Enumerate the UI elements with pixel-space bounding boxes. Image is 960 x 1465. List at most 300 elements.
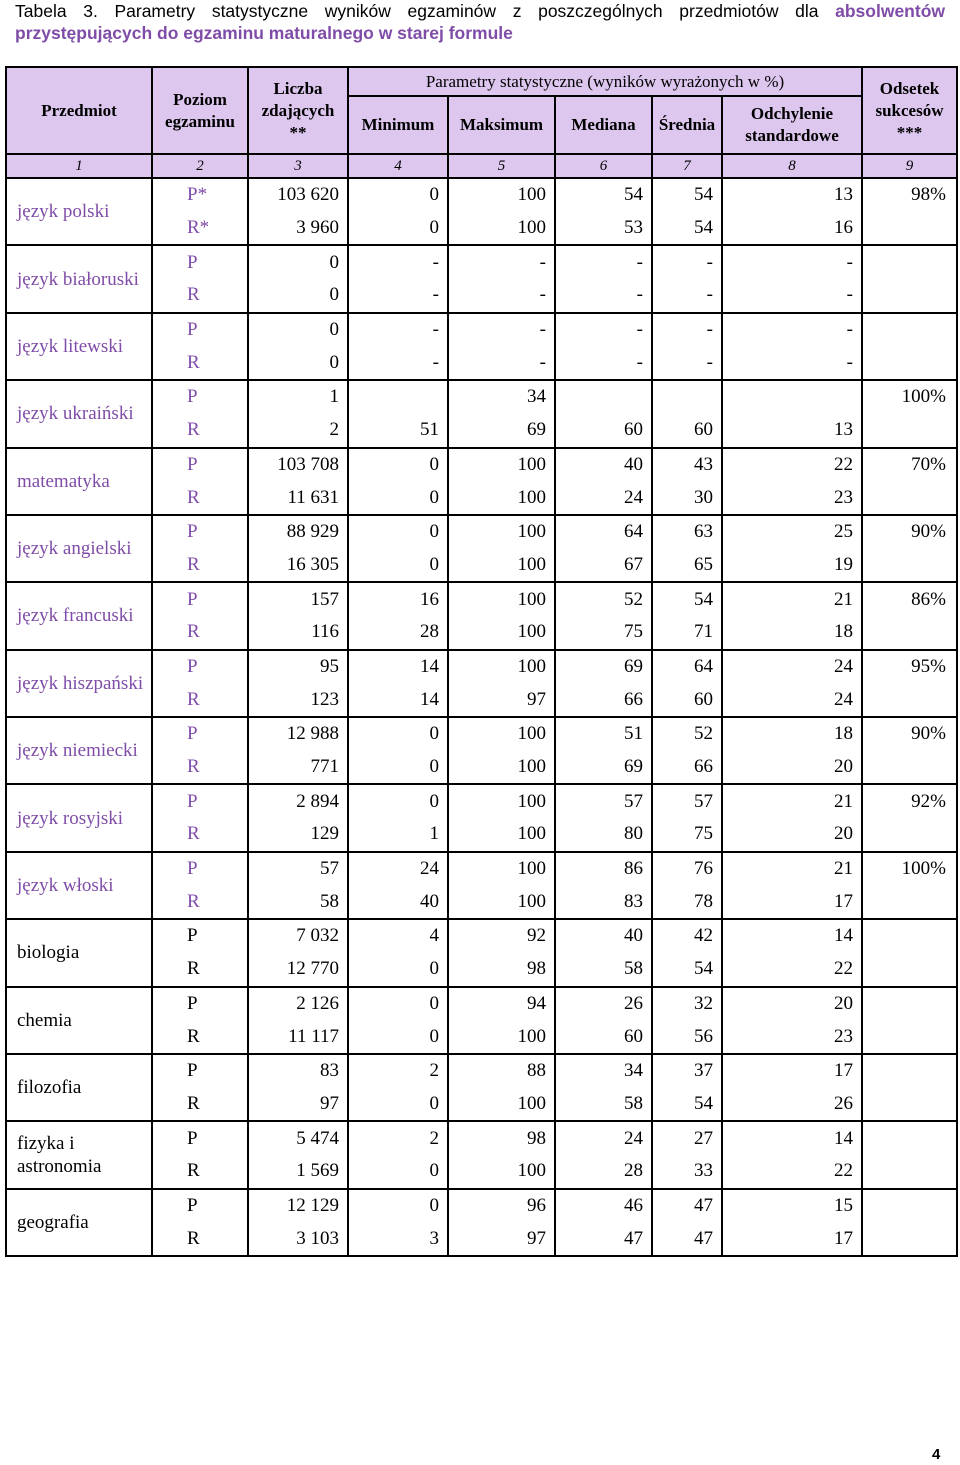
cell-odchylenie: 22 bbox=[722, 953, 862, 987]
subject-name: język litewski bbox=[6, 313, 152, 380]
header-srednia: Średnia bbox=[652, 96, 722, 154]
cell-count: 2 bbox=[248, 414, 348, 448]
table-row bbox=[6, 313, 957, 347]
cell-odchylenie: 13 bbox=[722, 178, 862, 212]
cell-maksimum: 92 bbox=[448, 919, 555, 953]
cell-minimum: 0 bbox=[348, 751, 448, 785]
cell-odchylenie: 17 bbox=[722, 1222, 862, 1256]
cell-level: R bbox=[152, 953, 248, 987]
cell-count: 0 bbox=[248, 279, 348, 313]
cell-minimum: 28 bbox=[348, 616, 448, 650]
cell-mediana: 83 bbox=[555, 885, 652, 919]
cell-minimum: 0 bbox=[348, 1155, 448, 1189]
cell-odchylenie: 17 bbox=[722, 1054, 862, 1088]
cell-mediana: 60 bbox=[555, 414, 652, 448]
cell-odsetek bbox=[862, 313, 957, 347]
cell-maksimum: 100 bbox=[448, 549, 555, 583]
cell-count: 58 bbox=[248, 885, 348, 919]
cell-odchylenie: 13 bbox=[722, 414, 862, 448]
cell-count: 12 129 bbox=[248, 1189, 348, 1223]
cell-level: P bbox=[152, 987, 248, 1021]
cell-odsetek bbox=[862, 1189, 957, 1223]
cell-level: R bbox=[152, 1222, 248, 1256]
cell-srednia: 42 bbox=[652, 919, 722, 953]
table-caption bbox=[15, 0, 945, 44]
cell-srednia: 47 bbox=[652, 1189, 722, 1223]
cell-maksimum: 98 bbox=[448, 1121, 555, 1155]
cell-maksimum: 100 bbox=[448, 178, 555, 212]
statistics-table bbox=[5, 66, 958, 1257]
cell-srednia: 63 bbox=[652, 515, 722, 549]
subject-name: język włoski bbox=[6, 852, 152, 919]
cell-level: P bbox=[152, 650, 248, 684]
cell-maksimum: 96 bbox=[448, 1189, 555, 1223]
cell-odsetek: 100% bbox=[862, 852, 957, 886]
cell-mediana: 54 bbox=[555, 178, 652, 212]
cell-minimum: 2 bbox=[348, 1121, 448, 1155]
cell-minimum: 51 bbox=[348, 414, 448, 448]
cell-odsetek bbox=[862, 414, 957, 448]
cell-level: P bbox=[152, 784, 248, 818]
cell-odsetek: 90% bbox=[862, 717, 957, 751]
cell-count: 57 bbox=[248, 852, 348, 886]
cell-srednia: 75 bbox=[652, 818, 722, 852]
cell-level: R bbox=[152, 1155, 248, 1189]
cell-odchylenie: 20 bbox=[722, 818, 862, 852]
cell-level: R bbox=[152, 414, 248, 448]
cell-level: P bbox=[152, 1189, 248, 1223]
cell-odsetek bbox=[862, 818, 957, 852]
cell-odsetek bbox=[862, 1155, 957, 1189]
cell-count: 7 032 bbox=[248, 919, 348, 953]
cell-mediana bbox=[555, 380, 652, 414]
cell-srednia: 54 bbox=[652, 212, 722, 246]
cell-mediana: 24 bbox=[555, 481, 652, 515]
cell-odchylenie: 21 bbox=[722, 784, 862, 818]
cell-count: 95 bbox=[248, 650, 348, 684]
cell-odchylenie: 14 bbox=[722, 919, 862, 953]
cell-odchylenie: - bbox=[722, 346, 862, 380]
cell-srednia: 60 bbox=[652, 683, 722, 717]
cell-srednia: 43 bbox=[652, 448, 722, 482]
cell-level: R bbox=[152, 1020, 248, 1054]
cell-odsetek bbox=[862, 953, 957, 987]
cell-odsetek bbox=[862, 1088, 957, 1122]
column-index: 1 bbox=[6, 154, 152, 178]
cell-odchylenie: 20 bbox=[722, 751, 862, 785]
column-index: 2 bbox=[152, 154, 248, 178]
cell-level: R bbox=[152, 885, 248, 919]
cell-srednia: 54 bbox=[652, 953, 722, 987]
cell-odchylenie: - bbox=[722, 245, 862, 279]
table-row bbox=[6, 852, 957, 886]
subject-name: fizyka i astronomia bbox=[6, 1121, 152, 1188]
cell-count: 103 620 bbox=[248, 178, 348, 212]
cell-odsetek: 98% bbox=[862, 178, 957, 212]
subject-name: matematyka bbox=[6, 448, 152, 515]
cell-odchylenie bbox=[722, 380, 862, 414]
cell-minimum: 0 bbox=[348, 1189, 448, 1223]
cell-mediana: 40 bbox=[555, 919, 652, 953]
table-row bbox=[6, 717, 957, 751]
cell-count: 97 bbox=[248, 1088, 348, 1122]
subject-name: geografia bbox=[6, 1189, 152, 1256]
cell-odsetek: 100% bbox=[862, 380, 957, 414]
cell-srednia: 54 bbox=[652, 1088, 722, 1122]
cell-level: R bbox=[152, 346, 248, 380]
cell-mediana: - bbox=[555, 346, 652, 380]
cell-count: 12 988 bbox=[248, 717, 348, 751]
page-number: 4 bbox=[932, 1446, 941, 1463]
cell-minimum: 14 bbox=[348, 683, 448, 717]
table-row bbox=[6, 245, 957, 279]
cell-odsetek: 92% bbox=[862, 784, 957, 818]
cell-odsetek bbox=[862, 245, 957, 279]
cell-minimum: 0 bbox=[348, 953, 448, 987]
cell-maksimum: 100 bbox=[448, 481, 555, 515]
cell-mediana: 52 bbox=[555, 582, 652, 616]
cell-mediana: 53 bbox=[555, 212, 652, 246]
cell-mediana: 46 bbox=[555, 1189, 652, 1223]
header-mediana: Mediana bbox=[555, 96, 652, 154]
cell-srednia: - bbox=[652, 313, 722, 347]
cell-minimum: 0 bbox=[348, 178, 448, 212]
cell-odsetek bbox=[862, 919, 957, 953]
cell-odchylenie: 18 bbox=[722, 616, 862, 650]
cell-maksimum: 34 bbox=[448, 380, 555, 414]
header-odchylenie: Odchylenie standardowe bbox=[722, 96, 862, 154]
cell-maksimum: 100 bbox=[448, 582, 555, 616]
table-row bbox=[6, 650, 957, 684]
column-index: 6 bbox=[555, 154, 652, 178]
cell-odchylenie: 14 bbox=[722, 1121, 862, 1155]
cell-srednia: 65 bbox=[652, 549, 722, 583]
table-row bbox=[6, 987, 957, 1021]
cell-minimum: 0 bbox=[348, 1020, 448, 1054]
cell-minimum: 0 bbox=[348, 212, 448, 246]
column-index: 3 bbox=[248, 154, 348, 178]
cell-count: 157 bbox=[248, 582, 348, 616]
cell-maksimum: 100 bbox=[448, 515, 555, 549]
subject-name: język polski bbox=[6, 178, 152, 245]
cell-count: 123 bbox=[248, 683, 348, 717]
header-liczba bbox=[248, 67, 348, 154]
cell-srednia: 64 bbox=[652, 650, 722, 684]
cell-level: P bbox=[152, 582, 248, 616]
cell-odsetek bbox=[862, 1121, 957, 1155]
cell-mediana: 51 bbox=[555, 717, 652, 751]
cell-level: R* bbox=[152, 212, 248, 246]
cell-count: 16 305 bbox=[248, 549, 348, 583]
cell-odchylenie: 16 bbox=[722, 212, 862, 246]
cell-odsetek: 86% bbox=[862, 582, 957, 616]
cell-count: 1 569 bbox=[248, 1155, 348, 1189]
header-liczba-mark: ** bbox=[289, 122, 307, 142]
table-row bbox=[6, 1054, 957, 1088]
cell-srednia bbox=[652, 380, 722, 414]
cell-srednia: 76 bbox=[652, 852, 722, 886]
cell-odchylenie: - bbox=[722, 313, 862, 347]
subject-name: biologia bbox=[6, 919, 152, 986]
cell-minimum: - bbox=[348, 245, 448, 279]
cell-mediana: 24 bbox=[555, 1121, 652, 1155]
cell-odsetek bbox=[862, 549, 957, 583]
cell-odsetek bbox=[862, 279, 957, 313]
cell-minimum: - bbox=[348, 313, 448, 347]
cell-level: P bbox=[152, 380, 248, 414]
cell-level: R bbox=[152, 481, 248, 515]
cell-mediana: 66 bbox=[555, 683, 652, 717]
cell-mediana: 40 bbox=[555, 448, 652, 482]
column-index: 8 bbox=[722, 154, 862, 178]
cell-mediana: 47 bbox=[555, 1222, 652, 1256]
cell-srednia: 56 bbox=[652, 1020, 722, 1054]
cell-srednia: 54 bbox=[652, 178, 722, 212]
cell-level: P bbox=[152, 852, 248, 886]
cell-odchylenie: 22 bbox=[722, 448, 862, 482]
cell-count: 2 894 bbox=[248, 784, 348, 818]
cell-maksimum: 69 bbox=[448, 414, 555, 448]
cell-maksimum: 100 bbox=[448, 448, 555, 482]
cell-maksimum: 88 bbox=[448, 1054, 555, 1088]
cell-maksimum: 97 bbox=[448, 683, 555, 717]
table-row bbox=[6, 582, 957, 616]
cell-odchylenie: - bbox=[722, 279, 862, 313]
cell-minimum: 0 bbox=[348, 448, 448, 482]
header-przedmiot: Przedmiot bbox=[6, 67, 152, 154]
cell-maksimum: 100 bbox=[448, 784, 555, 818]
header-odsetek bbox=[862, 67, 957, 154]
cell-mediana: 57 bbox=[555, 784, 652, 818]
cell-srednia: 33 bbox=[652, 1155, 722, 1189]
cell-count: 12 770 bbox=[248, 953, 348, 987]
column-index: 4 bbox=[348, 154, 448, 178]
cell-minimum: 0 bbox=[348, 1088, 448, 1122]
cell-mediana: 64 bbox=[555, 515, 652, 549]
cell-count: 3 960 bbox=[248, 212, 348, 246]
subject-name: język hiszpański bbox=[6, 650, 152, 717]
cell-minimum: 3 bbox=[348, 1222, 448, 1256]
cell-srednia: 60 bbox=[652, 414, 722, 448]
cell-minimum: 0 bbox=[348, 515, 448, 549]
cell-minimum: 2 bbox=[348, 1054, 448, 1088]
cell-minimum: 16 bbox=[348, 582, 448, 616]
cell-odsetek: 90% bbox=[862, 515, 957, 549]
cell-srednia: 30 bbox=[652, 481, 722, 515]
cell-level: R bbox=[152, 279, 248, 313]
cell-mediana: - bbox=[555, 245, 652, 279]
cell-maksimum: 100 bbox=[448, 717, 555, 751]
table-row bbox=[6, 178, 957, 212]
cell-odsetek bbox=[862, 212, 957, 246]
cell-maksimum: - bbox=[448, 346, 555, 380]
header-minimum: Minimum bbox=[348, 96, 448, 154]
cell-odchylenie: 19 bbox=[722, 549, 862, 583]
column-index: 7 bbox=[652, 154, 722, 178]
cell-minimum: 40 bbox=[348, 885, 448, 919]
cell-maksimum: - bbox=[448, 313, 555, 347]
cell-level: R bbox=[152, 1088, 248, 1122]
cell-maksimum: 100 bbox=[448, 1088, 555, 1122]
cell-minimum: 14 bbox=[348, 650, 448, 684]
subject-name: język białoruski bbox=[6, 245, 152, 312]
column-index: 9 bbox=[862, 154, 957, 178]
cell-minimum: 0 bbox=[348, 481, 448, 515]
cell-mediana: 69 bbox=[555, 650, 652, 684]
cell-odchylenie: 15 bbox=[722, 1189, 862, 1223]
cell-odsetek bbox=[862, 616, 957, 650]
cell-count: 5 474 bbox=[248, 1121, 348, 1155]
cell-level: P bbox=[152, 919, 248, 953]
header-liczba-text: Liczba zdających bbox=[261, 78, 335, 120]
table-row bbox=[6, 1121, 957, 1155]
cell-maksimum: 100 bbox=[448, 818, 555, 852]
cell-level: P bbox=[152, 313, 248, 347]
cell-odchylenie: 23 bbox=[722, 1020, 862, 1054]
cell-minimum: 1 bbox=[348, 818, 448, 852]
cell-count: 11 631 bbox=[248, 481, 348, 515]
cell-count: 88 929 bbox=[248, 515, 348, 549]
cell-odchylenie: 20 bbox=[722, 987, 862, 1021]
cell-mediana: 28 bbox=[555, 1155, 652, 1189]
caption-highlight: absolwentów przystępujących do egzaminu maturalnego w starej formule bbox=[15, 1, 945, 43]
cell-maksimum: 94 bbox=[448, 987, 555, 1021]
cell-minimum: 24 bbox=[348, 852, 448, 886]
cell-level: P bbox=[152, 1121, 248, 1155]
cell-level: P bbox=[152, 245, 248, 279]
cell-odchylenie: 22 bbox=[722, 1155, 862, 1189]
cell-count: 3 103 bbox=[248, 1222, 348, 1256]
cell-mediana: 60 bbox=[555, 1020, 652, 1054]
cell-odchylenie: 24 bbox=[722, 683, 862, 717]
cell-srednia: 47 bbox=[652, 1222, 722, 1256]
cell-srednia: - bbox=[652, 245, 722, 279]
cell-odchylenie: 21 bbox=[722, 852, 862, 886]
cell-count: 0 bbox=[248, 313, 348, 347]
cell-srednia: 54 bbox=[652, 582, 722, 616]
cell-odchylenie: 21 bbox=[722, 582, 862, 616]
cell-mediana: 75 bbox=[555, 616, 652, 650]
cell-maksimum: - bbox=[448, 279, 555, 313]
table-body bbox=[6, 178, 957, 1256]
cell-srednia: 32 bbox=[652, 987, 722, 1021]
cell-odsetek bbox=[862, 1020, 957, 1054]
cell-count: 103 708 bbox=[248, 448, 348, 482]
cell-odsetek bbox=[862, 751, 957, 785]
cell-minimum: 0 bbox=[348, 717, 448, 751]
subject-name: język angielski bbox=[6, 515, 152, 582]
cell-level: R bbox=[152, 818, 248, 852]
cell-odsetek bbox=[862, 481, 957, 515]
subject-name: chemia bbox=[6, 987, 152, 1054]
cell-count: 116 bbox=[248, 616, 348, 650]
cell-mediana: 86 bbox=[555, 852, 652, 886]
cell-odchylenie: 17 bbox=[722, 885, 862, 919]
cell-srednia: - bbox=[652, 279, 722, 313]
cell-srednia: 37 bbox=[652, 1054, 722, 1088]
cell-odsetek: 95% bbox=[862, 650, 957, 684]
subject-name: język niemiecki bbox=[6, 717, 152, 784]
cell-minimum: 0 bbox=[348, 549, 448, 583]
cell-mediana: - bbox=[555, 313, 652, 347]
cell-odchylenie: 25 bbox=[722, 515, 862, 549]
cell-odsetek: 70% bbox=[862, 448, 957, 482]
cell-maksimum: 100 bbox=[448, 616, 555, 650]
cell-maksimum: 100 bbox=[448, 212, 555, 246]
column-index: 5 bbox=[448, 154, 555, 178]
subject-name: język francuski bbox=[6, 582, 152, 649]
cell-maksimum: 97 bbox=[448, 1222, 555, 1256]
cell-odchylenie: 26 bbox=[722, 1088, 862, 1122]
subject-name: język ukraiński bbox=[6, 380, 152, 447]
cell-count: 0 bbox=[248, 245, 348, 279]
cell-mediana: 34 bbox=[555, 1054, 652, 1088]
cell-odsetek bbox=[862, 346, 957, 380]
cell-odsetek bbox=[862, 1054, 957, 1088]
cell-mediana: 67 bbox=[555, 549, 652, 583]
table-row bbox=[6, 784, 957, 818]
cell-srednia: 52 bbox=[652, 717, 722, 751]
cell-level: P bbox=[152, 717, 248, 751]
table-row bbox=[6, 1189, 957, 1223]
cell-minimum: 4 bbox=[348, 919, 448, 953]
cell-maksimum: 100 bbox=[448, 885, 555, 919]
cell-maksimum: 100 bbox=[448, 650, 555, 684]
subject-name: język rosyjski bbox=[6, 784, 152, 851]
table-row bbox=[6, 515, 957, 549]
caption-prefix: Tabela 3. Parametry statystyczne wyników egzaminów z poszczególnych przedmiotów dla bbox=[15, 1, 836, 21]
cell-srednia: 27 bbox=[652, 1121, 722, 1155]
cell-maksimum: 100 bbox=[448, 751, 555, 785]
cell-srednia: 66 bbox=[652, 751, 722, 785]
cell-count: 1 bbox=[248, 380, 348, 414]
cell-srednia: 78 bbox=[652, 885, 722, 919]
cell-maksimum: 100 bbox=[448, 852, 555, 886]
cell-level: R bbox=[152, 616, 248, 650]
cell-odsetek bbox=[862, 1222, 957, 1256]
cell-mediana: 26 bbox=[555, 987, 652, 1021]
header-maksimum: Maksimum bbox=[448, 96, 555, 154]
header-poziom: Poziom egzaminu bbox=[152, 67, 248, 154]
cell-level: R bbox=[152, 549, 248, 583]
cell-minimum: - bbox=[348, 279, 448, 313]
cell-srednia: 57 bbox=[652, 784, 722, 818]
cell-odsetek bbox=[862, 987, 957, 1021]
cell-maksimum: 100 bbox=[448, 1155, 555, 1189]
subject-name: filozofia bbox=[6, 1054, 152, 1121]
cell-level: R bbox=[152, 683, 248, 717]
cell-level: P bbox=[152, 515, 248, 549]
cell-level: R bbox=[152, 751, 248, 785]
cell-count: 0 bbox=[248, 346, 348, 380]
cell-minimum: - bbox=[348, 346, 448, 380]
cell-count: 83 bbox=[248, 1054, 348, 1088]
cell-odsetek bbox=[862, 683, 957, 717]
cell-count: 11 117 bbox=[248, 1020, 348, 1054]
column-index-row bbox=[6, 154, 957, 178]
cell-mediana: - bbox=[555, 279, 652, 313]
cell-maksimum: 98 bbox=[448, 953, 555, 987]
cell-odchylenie: 18 bbox=[722, 717, 862, 751]
cell-level: P* bbox=[152, 178, 248, 212]
table-row bbox=[6, 919, 957, 953]
cell-maksimum: 100 bbox=[448, 1020, 555, 1054]
cell-odsetek bbox=[862, 885, 957, 919]
cell-odchylenie: 24 bbox=[722, 650, 862, 684]
cell-mediana: 69 bbox=[555, 751, 652, 785]
cell-level: P bbox=[152, 1054, 248, 1088]
cell-minimum: 0 bbox=[348, 784, 448, 818]
